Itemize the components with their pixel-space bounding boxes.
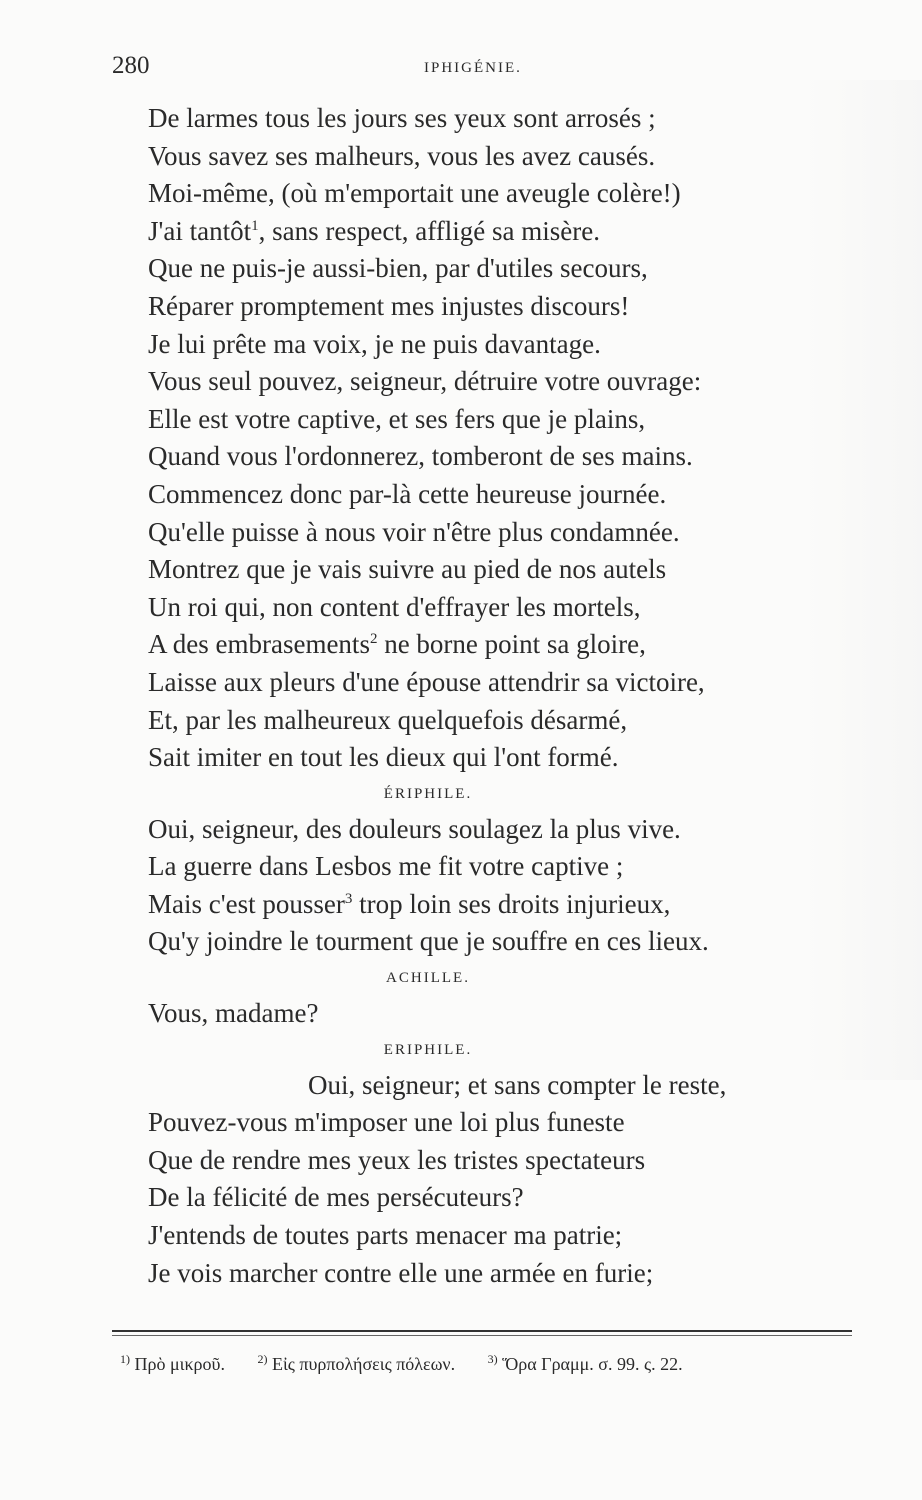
- verse-line: Oui, seigneur, des douleurs soulagez la plus vive.: [148, 813, 681, 844]
- page-number: 280: [112, 52, 150, 79]
- verse-line: Montrez que je vais suivre au pied de nos autels: [148, 554, 667, 585]
- speaker-name: ACHILLE.: [386, 970, 470, 987]
- verse-line: [148, 886, 848, 924]
- footnote-ref: 3: [344, 890, 353, 907]
- footnote-mark: 3): [487, 1352, 498, 1366]
- verse-line: Qu'y joindre le tourment que je souffre en ces lieux.: [148, 926, 709, 957]
- verse-line: Réparer promptement mes injustes discours!: [148, 290, 630, 321]
- speaker-name: ÉRIPHILE.: [383, 785, 473, 802]
- verse-line: Vous seul pouvez, seigneur, détruire votre ouvrage:: [148, 366, 702, 397]
- running-title: IPHIGÉNIE.: [424, 60, 522, 76]
- verse-segment: Mais c'est pousser: [148, 888, 345, 919]
- verse-line-indented: Oui, seigneur; et sans compter le reste,: [308, 1069, 727, 1100]
- page-header: [112, 52, 812, 92]
- verse-line: [148, 626, 848, 664]
- footnotes: [120, 1352, 840, 1375]
- verse-segment: A des embrasements: [148, 629, 370, 660]
- verse-line: Je lui prête ma voix, je ne puis davantage.: [148, 328, 601, 359]
- speaker-name: ERIPHILE.: [383, 1041, 473, 1058]
- verse-line: Sait imiter en tout les dieux qui l'ont formé.: [148, 742, 619, 773]
- verse-line: Commencez donc par-là cette heureuse journée.: [148, 478, 667, 509]
- verse-line: [148, 213, 848, 251]
- verse-line: Que ne puis-je aussi-bien, par d'utiles secours,: [148, 253, 648, 284]
- verse-line: Et, par les malheureux quelquefois désarmé,: [148, 704, 628, 735]
- verse-line: Elle est votre captive, et ses fers que je plains,: [148, 403, 646, 434]
- footnote-text: Εἰς πυρπολήσεις πόλεων.: [271, 1354, 456, 1374]
- verse-segment: trop loin ses droits injurieux,: [352, 888, 671, 919]
- footnote-text: Ὅρα Γραμμ. σ. 99. ς. 22.: [502, 1354, 683, 1374]
- verse-line: Pouvez-vous m'imposer une loi plus funeste: [148, 1107, 625, 1138]
- verse-text: [148, 100, 848, 1292]
- verse-line: Un roi qui, non content d'effrayer les mortels,: [148, 591, 641, 622]
- verse-line: J'entends de toutes parts menacer ma patrie;: [148, 1220, 623, 1251]
- footnote-mark: 1): [120, 1352, 130, 1366]
- footnote-mark: 2): [257, 1352, 268, 1366]
- verse-segment: J'ai tantôt: [148, 215, 252, 246]
- footnote-text: Πρὸ μικροῦ.: [134, 1354, 225, 1374]
- footnote-divider-thin: [112, 1335, 852, 1336]
- verse-line: Vous savez ses malheurs, vous les avez causés.: [148, 140, 656, 171]
- verse-segment: , sans respect, affligé sa misère.: [258, 215, 600, 246]
- verse-line: Quand vous l'ordonnerez, tomberont de ses mains.: [148, 441, 693, 472]
- verse-line: Je vois marcher contre elle une armée en furie;: [148, 1257, 654, 1288]
- footnote: [488, 1354, 683, 1374]
- verse-line: De larmes tous les jours ses yeux sont arrosés ;: [148, 103, 656, 133]
- verse-line: La guerre dans Lesbos me fit votre captive ;: [148, 851, 624, 882]
- footnote: [120, 1354, 225, 1374]
- verse-line: Que de rendre mes yeux les tristes spectateurs: [148, 1144, 646, 1175]
- verse-segment: ne borne point sa gloire,: [377, 629, 646, 660]
- footnote-ref: 1: [251, 217, 259, 234]
- footnote-divider: [112, 1330, 852, 1332]
- verse-line: Moi-même, (où m'emportait une aveugle colère!): [148, 178, 681, 209]
- footnote: [257, 1354, 455, 1374]
- verse-line: Qu'elle puisse à nous voir n'être plus condamnée.: [148, 516, 680, 547]
- footnote-ref: 2: [369, 631, 378, 648]
- verse-line: Vous, madame?: [148, 998, 319, 1029]
- verse-line: Laisse aux pleurs d'une épouse attendrir sa victoire,: [148, 666, 705, 697]
- verse-line: De la félicité de mes persécuteurs?: [148, 1182, 524, 1213]
